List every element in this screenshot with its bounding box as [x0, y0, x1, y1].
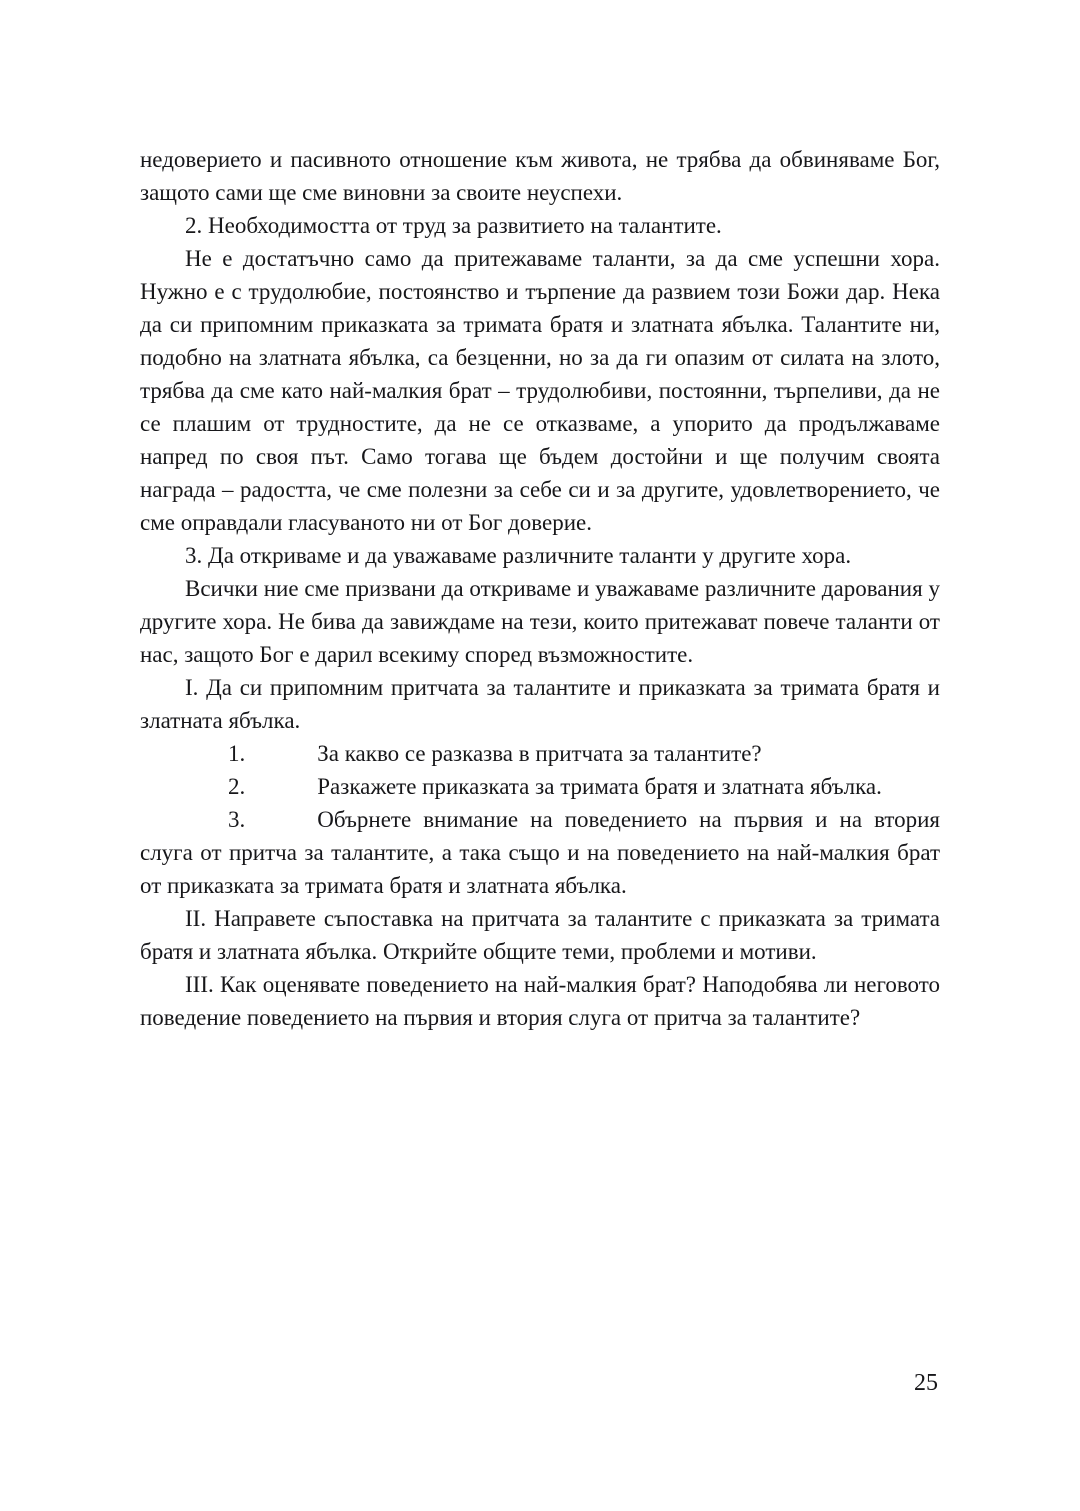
task-2-heading: II. Направете съпоставка на притчата за талантите с приказката за тримата братя и златната ябълка. Открийте общите теми, проблеми и мотиви. [140, 906, 940, 964]
section-heading-3: 3. Да откриваме и да уважаваме различните таланти у другите хора. [185, 543, 852, 568]
list-item-text: За какво се разказва в притчата за талантите? [317, 741, 762, 766]
list-item-number: 1. [228, 741, 246, 766]
task-1-list-item-3 [140, 803, 940, 902]
task-1-list-item-1 [140, 737, 940, 770]
task-1-heading: I. Да си припомним притчата за талантите и приказката за тримата братя и златната ябълка. [140, 675, 940, 733]
section-heading-2: 2. Необходимостта от труд за развитието на талантите. [185, 213, 722, 238]
paragraph-continuation: недоверието и пасивното отношение към живота, не трябва да обвиняваме Бог, защото сами ще сме виновни за своите неуспехи. [140, 147, 940, 205]
list-item-text: Обърнете внимание на поведението на първия и на втория слуга от притча за талантите, а така също и на поведението на най-малкия брат от приказката за тримата братя и златната ябълка. [140, 807, 940, 898]
paragraph-respect-talents: Всички ние сме призвани да откриваме и уважаваме различните дарования у другите хора. Не бива да завиждаме на тези, които притежават повече таланти от нас, защото Бог е дарил всекиму според възможностите. [140, 576, 940, 667]
list-item-number: 2. [228, 774, 246, 799]
task-3-heading: III. Как оценявате поведението на най-малкия брат? Наподобява ли неговото поведение поведението на първия и втория слуга от притча за талантите? [140, 972, 940, 1030]
paragraph-work-for-talents: Не е достатъчно само да притежаваме таланти, за да сме успешни хора. Нужно е с трудолюбие, постоянство и търпение да развием този Божи дар. Нека да си припомним приказката за тримата братя и златната ябълка. Талантите ни, подобно на златната ябълка, са безценни, но за да ги опазим от силата на злото, трябва да сме като най-малкия брат – трудолюбиви, постоянни, търпеливи, да не се плашим от трудностите, да не се отказваме, а упорито да продължаваме напред по своя път. Само тогава ще бъдем достойни и ще получим своята награда – радостта, че сме полезни за себе си и за другите, удовлетворението, че сме оправдали гласуваното ни от Бог доверие. [140, 246, 940, 535]
task-1-list-item-2 [140, 770, 940, 803]
list-item-number: 3. [228, 807, 246, 832]
list-item-text: Разкажете приказката за тримата братя и златната ябълка. [317, 774, 882, 799]
page-number: 25 [914, 1370, 938, 1396]
